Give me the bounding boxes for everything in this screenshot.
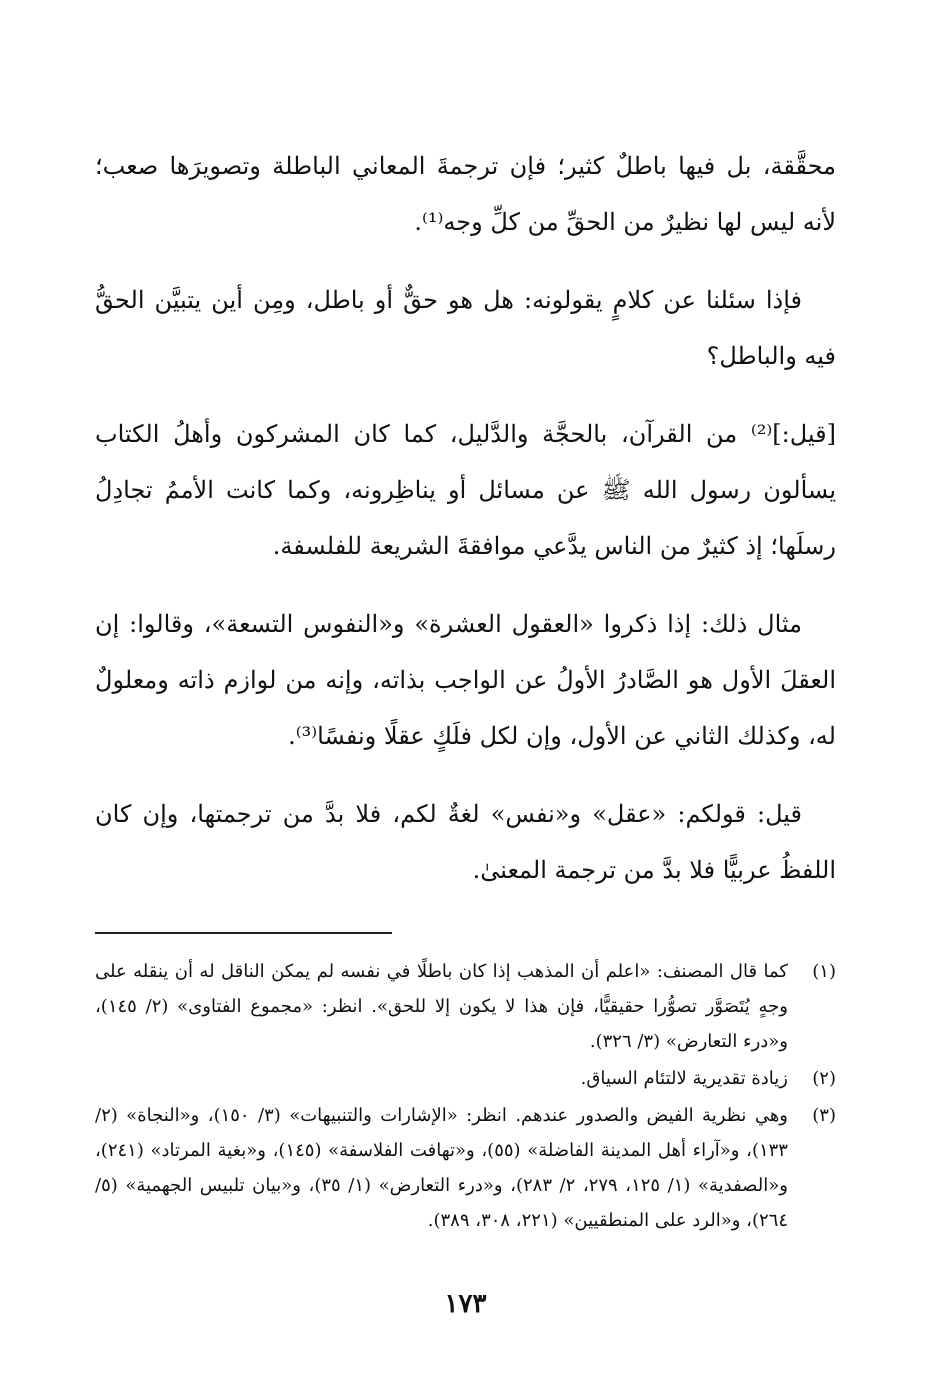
- footnote-2: [95, 1061, 836, 1096]
- main-text: [95, 138, 836, 898]
- paragraph-5: قيل: قولكم: «عقل» و«نفس» لغةٌ لكم، فلا بدَّ من ترجمتها، وإن كان اللفظُ عربيًّا فلا بدَّ من ترجمة المعنىٰ.: [95, 800, 836, 884]
- footnote-divider: [95, 932, 392, 934]
- paragraph-2: فإذا سئلنا عن كلامٍ يقولونه: هل هو حقٌّ أو باطل، ومِن أين يتبيَّن الحقُّ فيه والباطل؟: [95, 286, 836, 370]
- footnote-3: [95, 1098, 836, 1238]
- page-number: ١٧٣: [444, 1289, 487, 1319]
- footnote-text: زيادة تقديرية لالتئام السياق.: [580, 1068, 788, 1089]
- book-page: [95, 138, 836, 1319]
- footnote-number: (٣): [812, 1105, 836, 1126]
- footnote-text: كما قال المصنف: «اعلم أن المذهب إذا كان باطلًا في نفسه لم يمكن الناقل له أن ينقله على وجهٍ يُتَصَوَّر تصوُّرا حقيقيًّا، فإن هذا لا يكون إلا للحق». انظر: «مجموع الفتاوى» (٢/ ١٤٥)، و«درء التعارض» (٣/ ٣٢٦).: [95, 961, 788, 1052]
- footnote-text: وهي نظرية الفيض والصدور عندهم. انظر: «الإشارات والتنبيهات» (٣/ ١٥٠)، و«النجاة» (٢/ ١٣٣)، و«آراء أهل المدينة الفاضلة» (٥٥)، و«تهافت الفلاسفة» (١٤٥)، و«بغية المرتاد» (٢٤١)، و«الصفدية» (١/ ١٢٥، ٢٧٩، ٢/ ٢٨٣)، و«درء التعارض» (١/ ٣٥)، و«بيان تلبيس الجهمية» (٥/ ٢٦٤)، و«الرد على المنطقيين» (٢٢١، ٣٠٨، ٣٨٩).: [95, 1105, 789, 1231]
- footnote-number: (٢): [812, 1068, 836, 1089]
- paragraph-4: مثال ذلك: إذا ذكروا «العقول العشرة» و«النفوس التسعة»، وقالوا: إن العقلَ الأول هو الصَّادرُ الأولُ عن الواجب بذاته، وإنه من لوازم ذاته ومعلولٌ له، وكذلك الثاني عن الأول، وإن لكل فلَكٍ عقلًا ونفسًا⁽³⁾.: [95, 610, 836, 750]
- footnote-1: [95, 954, 836, 1059]
- paragraph-3: [قيل:]⁽²⁾ من القرآن، بالحجَّة والدَّليل، كما كان المشركون وأهلُ الكتاب يسألون رسول الله ﷺ عن مسائل أو يناظِرونه، وكما كانت الأممُ تجادِلُ رسلَها؛ إذ كثيرٌ من الناس يدَّعي موافقةَ الشريعة للفلسفة.: [95, 420, 836, 560]
- footnote-number: (١): [812, 961, 836, 982]
- footnotes: [95, 954, 836, 1238]
- paragraph-1: محقَّقة، بل فيها باطلٌ كثير؛ فإن ترجمةَ المعاني الباطلة وتصويرَها صعب؛ لأنه ليس لها نظيرٌ من الحقِّ من كلِّ وجه⁽¹⁾.: [95, 152, 836, 236]
